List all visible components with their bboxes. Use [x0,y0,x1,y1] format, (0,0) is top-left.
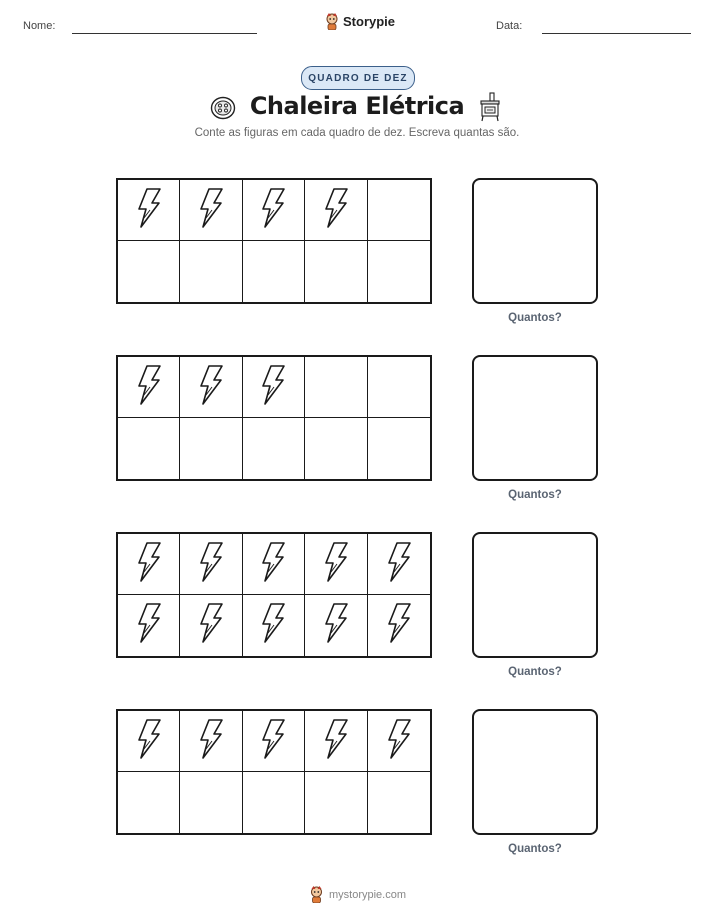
lightning-bolt-icon [197,187,225,234]
lightning-bolt-icon [197,602,225,649]
footer [309,886,406,903]
ten-frame-cell [180,418,242,479]
ten-frame-3 [116,532,432,658]
quantos-label-1: Quantos? [508,312,562,324]
ten-frame-cell [118,711,180,772]
quantos-label-3: Quantos? [508,666,562,678]
ten-frame-cell [180,241,242,302]
ten-frame-cell [305,357,367,418]
answer-box-4[interactable] [472,709,598,835]
date-label: Data: [496,20,523,32]
ten-frame-cell [180,534,242,595]
ten-frame-cell [243,418,305,479]
lightning-bolt-icon [259,602,287,649]
ten-frame-cell [243,595,305,656]
ten-frame-cell [243,357,305,418]
ten-frame-cell [243,180,305,241]
quantos-label-2: Quantos? [508,489,562,501]
ten-frame-cell [305,241,367,302]
ten-frame-cell [368,772,430,833]
ten-frame-cell [118,418,180,479]
lightning-bolt-icon [259,364,287,411]
lightning-bolt-icon [259,541,287,588]
name-label: Nome: [23,20,56,32]
lightning-bolt-icon [197,541,225,588]
ten-frame-1 [116,178,432,304]
date-line[interactable] [542,33,691,34]
lightning-bolt-icon [322,541,350,588]
storypie-mascot-icon [309,886,324,903]
lightning-bolt-icon [385,541,413,588]
ten-frame-cell [180,357,242,418]
ten-frame-cell [305,418,367,479]
name-line[interactable] [72,33,257,34]
ten-frame-cell [368,241,430,302]
quantos-label-4: Quantos? [508,843,562,855]
stove-icon [478,92,502,122]
lightning-bolt-icon [259,187,287,234]
ten-frame-cell [305,772,367,833]
lightning-bolt-icon [135,187,163,234]
lightning-bolt-icon [259,718,287,765]
page-title: Chaleira Elétrica [249,92,465,120]
answer-box-2[interactable] [472,355,598,481]
ten-frame-cell [368,180,430,241]
ten-frame-cell [243,711,305,772]
ten-frame-cell [243,534,305,595]
ten-frame-cell [180,180,242,241]
ten-frame-4 [116,709,432,835]
lightning-bolt-icon [135,541,163,588]
ten-frame-cell [368,357,430,418]
instructions: Conte as figuras em cada quadro de dez. Escreva quantas são. [194,127,520,139]
answer-box-3[interactable] [472,532,598,658]
lightning-bolt-icon [197,364,225,411]
ten-frame-cell [118,180,180,241]
ten-frame-cell [305,180,367,241]
footer-url: mystorypie.com [329,888,407,901]
ten-frame-cell [118,534,180,595]
lightning-bolt-icon [322,187,350,234]
ten-frame-cell [243,772,305,833]
ten-frame-cell [118,595,180,656]
storypie-mascot-icon [325,13,339,30]
lightning-bolt-icon [322,718,350,765]
ten-frame-cell [243,241,305,302]
ten-frame-cell [180,711,242,772]
ten-frame-cell [305,595,367,656]
ten-frame-2 [116,355,432,481]
ten-frame-cell [118,772,180,833]
lightning-bolt-icon [135,718,163,765]
ten-frame-cell [368,534,430,595]
lightning-bolt-icon [135,364,163,411]
ten-frame-cell [180,595,242,656]
logo-text: Storypie [343,14,396,29]
ten-frame-cell [305,711,367,772]
ten-frame-cell [368,711,430,772]
lightning-bolt-icon [135,602,163,649]
ten-frame-cell [368,595,430,656]
ten-frame-cell [118,357,180,418]
worksheet-type-badge: QUADRO DE DEZ [301,66,415,90]
lightning-bolt-icon [197,718,225,765]
ten-frame-cell [118,241,180,302]
lightning-bolt-icon [322,602,350,649]
lightning-bolt-icon [385,602,413,649]
answer-box-1[interactable] [472,178,598,304]
ten-frame-cell [180,772,242,833]
storypie-logo [325,13,395,30]
lightning-bolt-icon [385,718,413,765]
ten-frame-cell [305,534,367,595]
ten-frame-cell [368,418,430,479]
button-icon [210,96,236,120]
